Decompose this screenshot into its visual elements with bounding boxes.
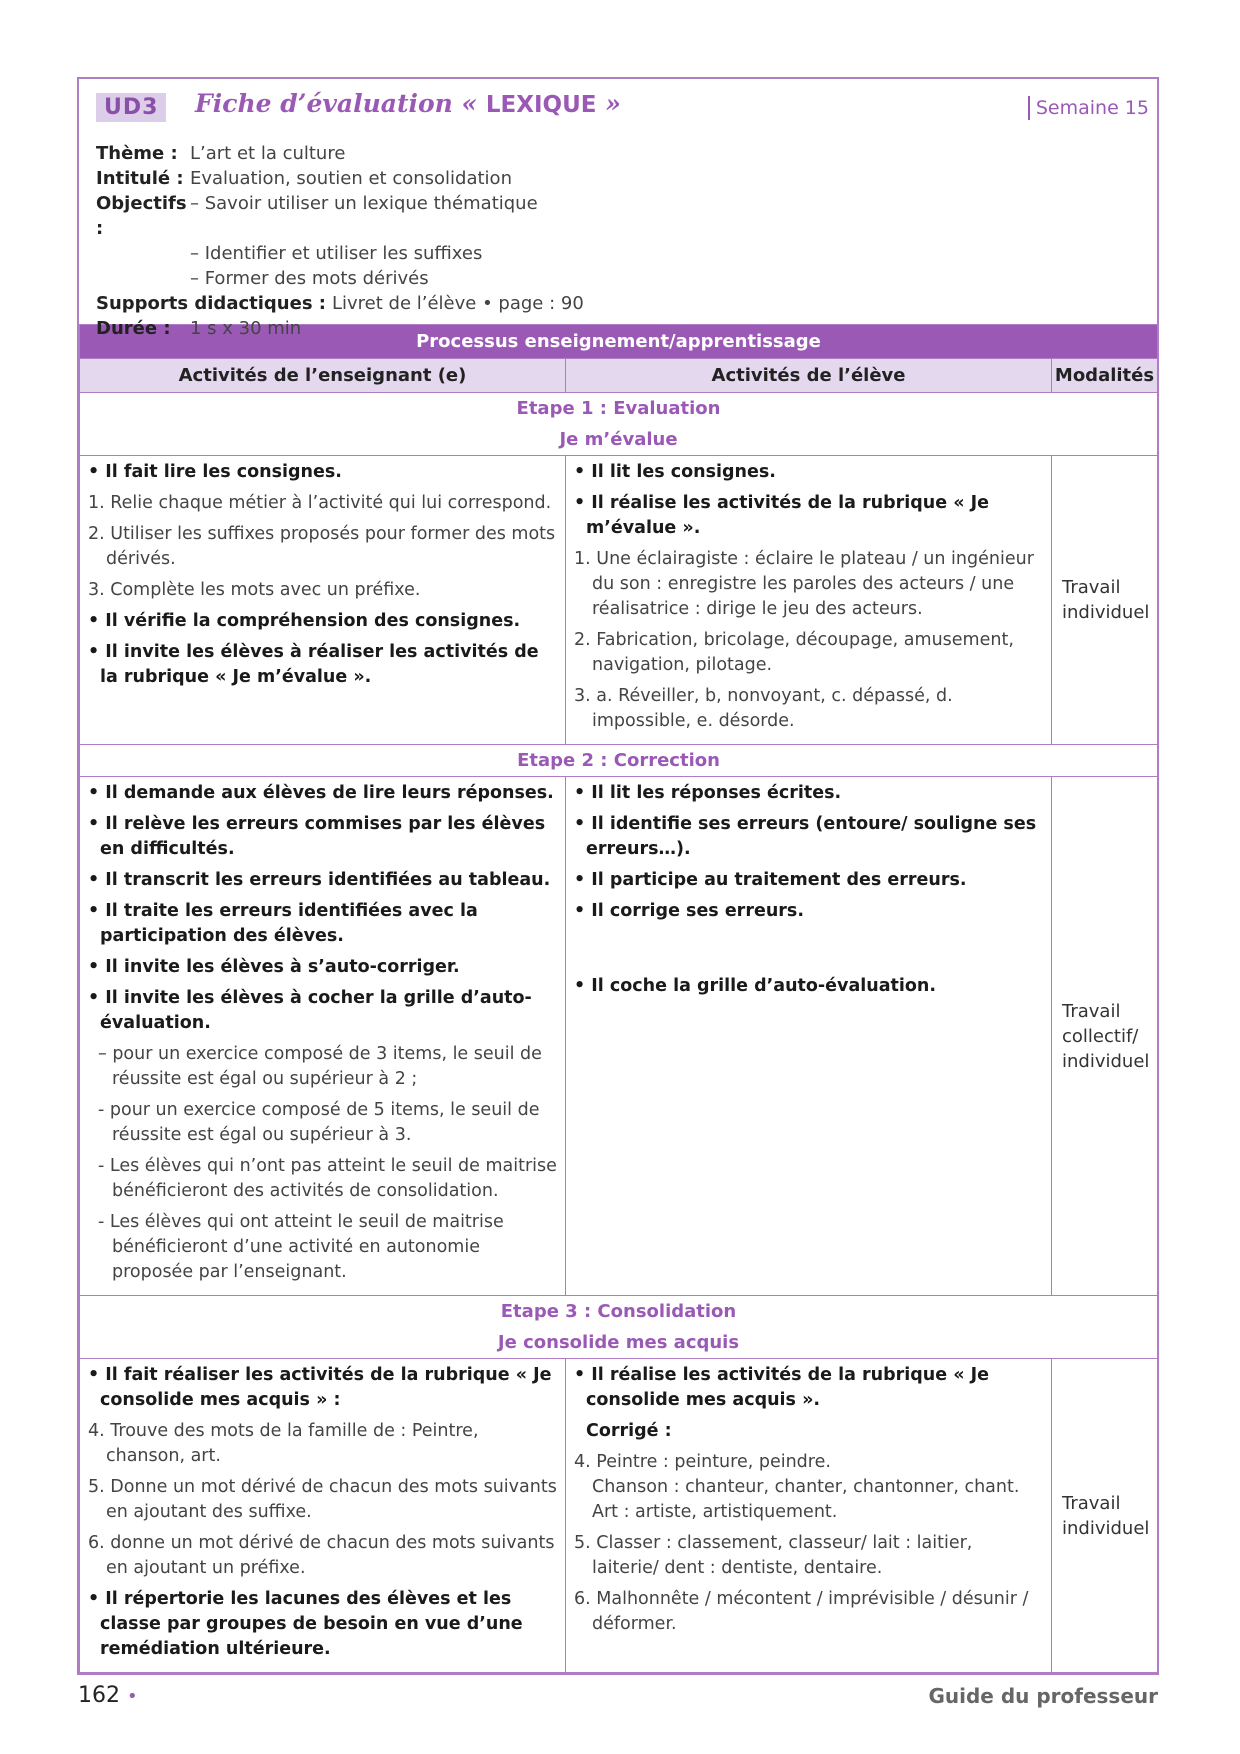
sheet-meta [96, 141, 584, 341]
etape1-heading [80, 393, 1158, 456]
etape3-student-cell [566, 1359, 1052, 1673]
etape1-subtitle: Je m’évalue [559, 429, 678, 450]
list-item: • Il réalise les activités de la rubrique « Je m’évalue ». [574, 493, 989, 538]
list-item: Chanson : chanteur, chanter, chantonner, chant. [592, 1477, 1020, 1497]
list-item: • Il invite les élèves à s’auto-corriger. [88, 957, 460, 977]
list-item: • Il fait réaliser les activités de la rubrique « Je consolide mes acquis » : [88, 1365, 552, 1410]
bullet-icon: • [127, 1686, 138, 1707]
sheet-header [79, 79, 1157, 339]
corrige-label: Corrigé : [586, 1421, 672, 1441]
list-item: • Il réalise les activités de la rubrique « Je consolide mes acquis ». [574, 1365, 989, 1410]
process-table [79, 324, 1158, 1673]
list-item: • Il fait lire les consignes. [88, 462, 342, 482]
etape3-heading [80, 1296, 1158, 1359]
supports-row: Supports didactiques : Livret de l’élève • page : 90 [96, 293, 584, 314]
list-item: 4. Trouve des mots de la famille de : Peintre, chanson, art. [88, 1421, 479, 1466]
list-item: • Il transcrit les erreurs identifiées au tableau. [88, 870, 551, 890]
etape1-student-cell [566, 456, 1052, 745]
list-item: • Il répertorie les lacunes des élèves et les classe par groupes de besoin en vue d’une remédiation ultérieure. [88, 1589, 523, 1659]
list-item: - pour un exercice composé de 5 items, le seuil de réussite est égal ou supérieur à 3. [98, 1100, 540, 1145]
evaluation-sheet [77, 77, 1159, 1675]
etape2-teacher-cell [80, 777, 566, 1296]
spacer [574, 930, 1043, 974]
etape3-subtitle: Je consolide mes acquis [497, 1332, 740, 1353]
intitule-row: Intitulé : Evaluation, soutien et consolidation [96, 168, 512, 189]
list-item: • Il lit les réponses écrites. [574, 783, 842, 803]
list-item: Art : artiste, artistiquement. [592, 1502, 838, 1522]
theme-row: Thème : L’art et la culture [96, 143, 346, 164]
objectifs-row: Objectifs : – Savoir utiliser un lexique thématique [96, 193, 538, 239]
etape1-teacher-cell [80, 456, 566, 745]
etape3-teacher-cell [80, 1359, 566, 1673]
footer-guide-label: Guide du professeur [928, 1684, 1158, 1708]
list-item: 5. Donne un mot dérivé de chacun des mots suivants en ajoutant des suffixe. [88, 1477, 557, 1522]
list-item: • Il relève les erreurs commises par les élèves en difficultés. [88, 814, 546, 859]
week-label: Semaine 15 [1028, 96, 1149, 120]
etape2-title: Etape 2 : Correction [517, 750, 720, 771]
list-item: 2. Fabrication, bricolage, découpage, amusement, navigation, pilotage. [574, 630, 1014, 675]
list-item: 5. Classer : classement, classeur/ lait : laitier, laiterie/ dent : dentiste, dentaire. [574, 1533, 973, 1578]
list-item: 4. Peintre : peinture, peindre. [574, 1452, 831, 1472]
list-item: - Les élèves qui ont atteint le seuil de maitrise bénéficieront d’une activité en autonomie proposée par l’enseignant. [98, 1212, 504, 1282]
process-title: Processus enseignement/apprentissage [80, 325, 1158, 359]
col-student-header: Activités de l’élève [566, 359, 1052, 393]
objectif-item: – Identifier et utiliser les suffixes [190, 243, 483, 264]
sheet-title: Fiche d’évaluation « LEXIQUE » [195, 89, 621, 118]
list-item: • Il corrige ses erreurs. [574, 901, 804, 921]
list-item: • Il invite les élèves à cocher la grille d’auto-évaluation. [88, 988, 532, 1033]
etape2-student-cell [566, 777, 1052, 1296]
unit-badge: UD3 [96, 93, 166, 122]
list-item: • Il lit les consignes. [574, 462, 776, 482]
objectif-item: – Former des mots dérivés [190, 268, 429, 289]
list-item: • Il participe au traitement des erreurs. [574, 870, 967, 890]
list-item: • Il demande aux élèves de lire leurs réponses. [88, 783, 554, 803]
list-item: • Il vérifie la compréhension des consignes. [88, 611, 521, 631]
etape1-title: Etape 1 : Evaluation [516, 398, 721, 419]
etape1-modalite: Travail individuel [1052, 456, 1158, 745]
list-item: 1. Une éclairagiste : éclaire le plateau / un ingénieur du son : enregistre les paroles des acteurs / une réalisatrice : dirige le jeu des acteurs. [574, 549, 1034, 619]
list-item: 3. a. Réveiller, b, nonvoyant, c. dépassé, d. impossible, e. désorde. [574, 686, 953, 731]
list-item: 6. donne un mot dérivé de chacun des mots suivants en ajoutant un préfixe. [88, 1533, 555, 1578]
list-item: 2. Utiliser les suffixes proposés pour former des mots dérivés. [88, 524, 556, 569]
list-item: • Il traite les erreurs identifiées avec la participation des élèves. [88, 901, 478, 946]
list-item: 6. Malhonnête / mécontent / imprévisible / désunir / déformer. [574, 1589, 1029, 1634]
col-modalites-header: Modalités [1052, 359, 1158, 393]
etape2-modalite: Travail collectif/ individuel [1052, 777, 1158, 1296]
list-item: – pour un exercice composé de 3 items, le seuil de réussite est égal ou supérieur à 2 ; [98, 1044, 542, 1089]
list-item: • Il invite les élèves à réaliser les activités de la rubrique « Je m’évalue ». [88, 642, 539, 687]
list-item: - Les élèves qui n’ont pas atteint le seuil de maitrise bénéficieront des activités de consolidation. [98, 1156, 557, 1201]
etape3-modalite: Travail individuel [1052, 1359, 1158, 1673]
list-item: 3. Complète les mots avec un préfixe. [88, 580, 421, 600]
list-item: 1. Relie chaque métier à l’activité qui lui correspond. [88, 493, 552, 513]
col-teacher-header: Activités de l’enseignant (e) [80, 359, 566, 393]
duree-row: Durée : 1 s x 30 min [96, 318, 302, 339]
etape3-title: Etape 3 : Consolidation [500, 1301, 737, 1322]
page-number: 162 • [78, 1683, 138, 1708]
etape2-heading [80, 745, 1158, 777]
list-item: • Il identifie ses erreurs (entoure/ souligne ses erreurs…). [574, 814, 1037, 859]
list-item: • Il coche la grille d’auto-évaluation. [574, 976, 937, 996]
